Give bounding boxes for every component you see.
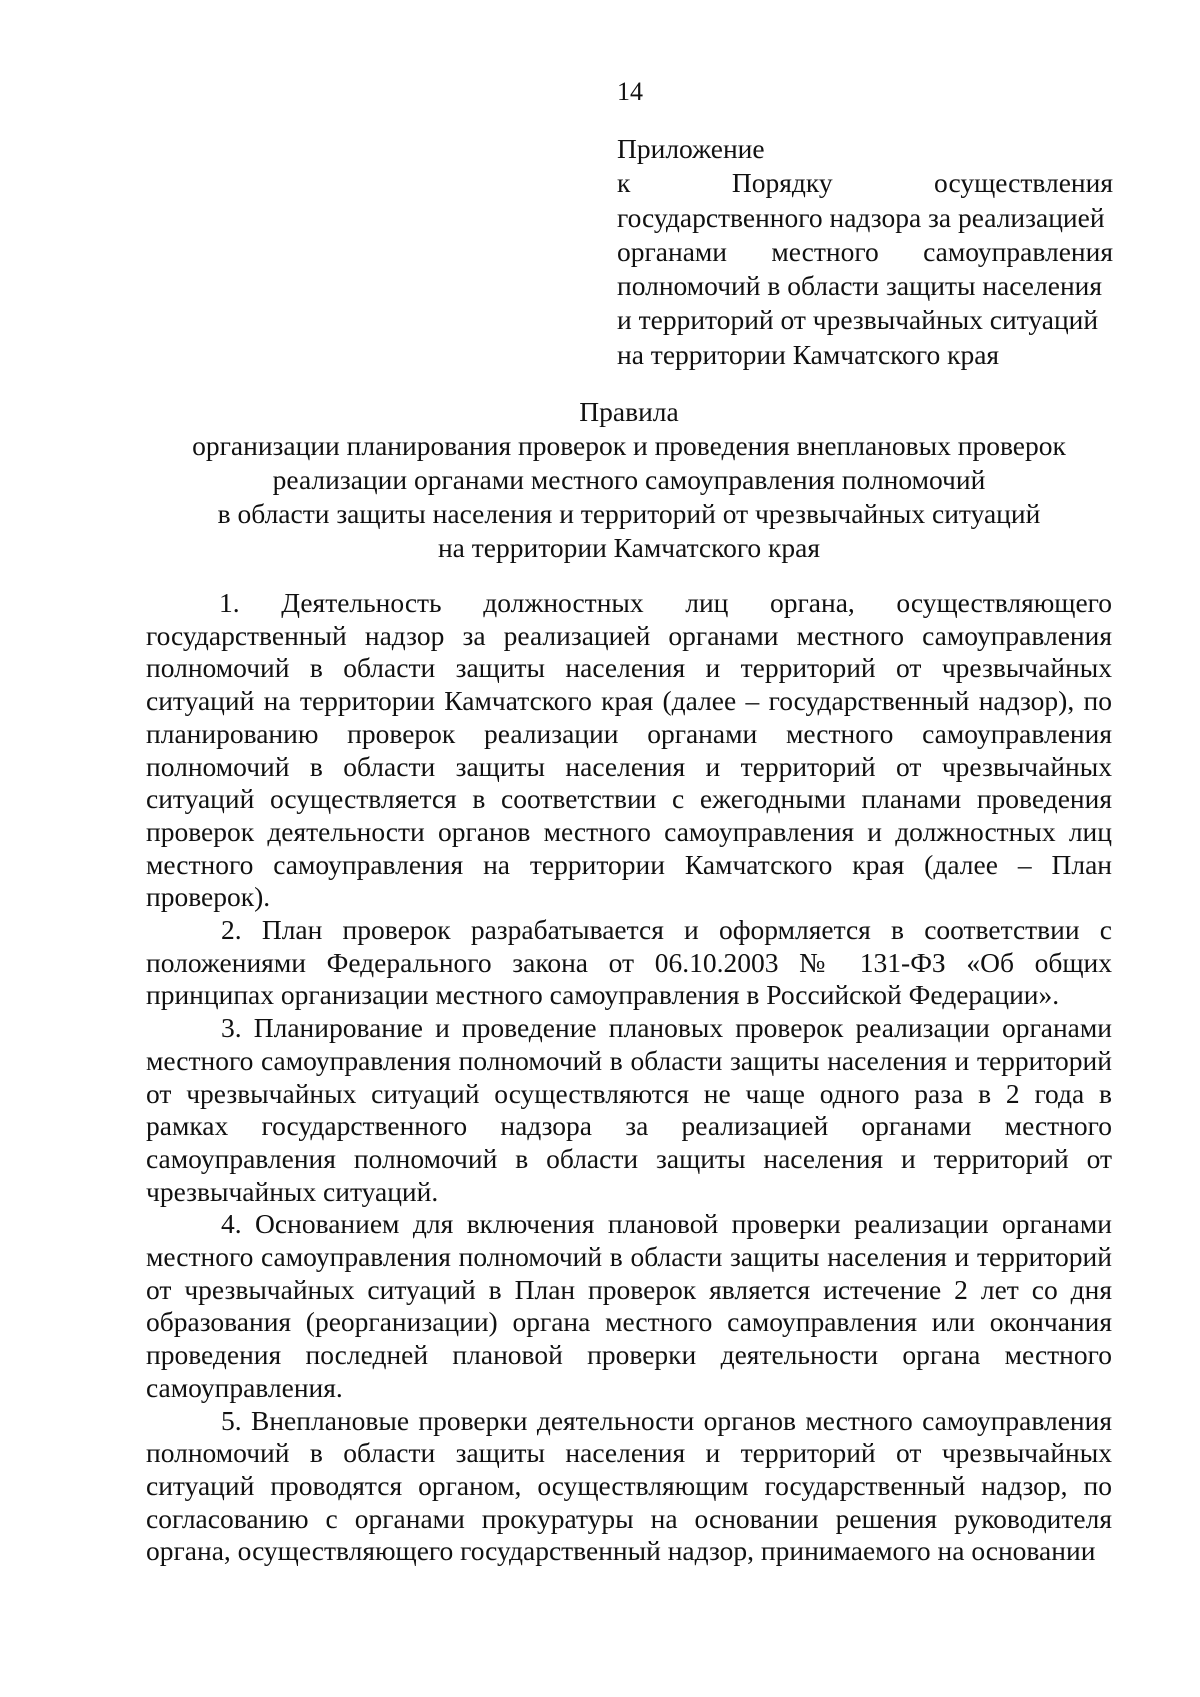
appendix-line-6: и территорий от чрезвычайных ситуаций xyxy=(617,304,1099,336)
page-number: 14 xyxy=(617,77,643,106)
appendix-header xyxy=(617,132,1113,372)
paragraph-2: 2. План проверок разрабатывается и оформляется в соответствии с положениями Федерального закона от 06.10.2003 № 131-ФЗ «Об общих принципах организации местного самоуправления в Российской Федерации». xyxy=(146,914,1112,1011)
appendix-line-4 xyxy=(617,235,1113,269)
appendix-word: местного xyxy=(771,235,879,267)
paragraph-5: 5. Внеплановые проверки деятельности органов местного самоуправления полномочий в области защиты населения и территорий от чрезвычайных ситуаций проводятся органом, осуществляющим государственный надзор, по согласованию с органами прокуратуры на основании решения руководителя органа, осуществляющего государственный надзор, принимаемого на основании xyxy=(146,1404,1112,1567)
paragraph-1: 1. Деятельность должностных лиц органа, осуществляющего государственный надзор за реализацией органами местного самоуправления полномочий в области защиты населения и территорий от чрезвычайных ситуаций на территории Камчатского края (далее – государственный надзор), по планированию проверок реализации органами местного самоуправления полномочий в области защиты населения и территорий от чрезвычайных ситуаций осуществляется в соответствии с ежегодными планами проведения проверок деятельности органов местного самоуправления и должностных лиц местного самоуправления на территории Камчатского края (далее – План проверок). xyxy=(146,587,1112,913)
appendix-line-7: на территории Камчатского края xyxy=(617,338,1000,370)
appendix-word: Порядку xyxy=(731,167,833,199)
appendix-word: осуществления xyxy=(934,167,1113,199)
title-line-2: организации планирования проверок и проведения внеплановых проверок xyxy=(192,430,1066,461)
appendix-word: самоуправления xyxy=(923,235,1113,267)
paragraph-4: 4. Основанием для включения плановой проверки реализации органами местного самоуправления полномочий в области защиты населения и территорий от чрезвычайных ситуаций в План проверок является истечение 2 лет со дня образования (реорганизации) органа местного самоуправления или окончания проведения последней плановой проверки деятельности органа местного самоуправления. xyxy=(146,1208,1112,1403)
appendix-word: к xyxy=(617,167,631,199)
appendix-title: Приложение xyxy=(617,133,765,164)
title-line-1: Правила xyxy=(579,396,679,427)
appendix-line-5: полномочий в области защиты населения xyxy=(617,270,1103,302)
title-line-4: в области защиты населения и территорий от чрезвычайных ситуаций xyxy=(217,498,1041,529)
appendix-line-3: государственного надзора за реализацией xyxy=(617,201,1105,233)
title-line-3: реализации органами местного самоуправления полномочий xyxy=(272,464,986,495)
paragraph-3: 3. Планирование и проведение плановых проверок реализации органами местного самоуправления полномочий в области защиты населения и территорий от чрезвычайных ситуаций осуществляются не чаще одного раза в 2 года в рамках государственного надзора за реализацией органами местного самоуправления полномочий в области защиты населения и территорий от чрезвычайных ситуаций. xyxy=(146,1012,1112,1207)
appendix-line-2 xyxy=(617,166,1113,200)
document-title xyxy=(146,395,1112,565)
title-line-5: на территории Камчатского края xyxy=(437,532,821,563)
appendix-word: органами xyxy=(617,235,728,267)
document-body xyxy=(146,587,1112,1568)
